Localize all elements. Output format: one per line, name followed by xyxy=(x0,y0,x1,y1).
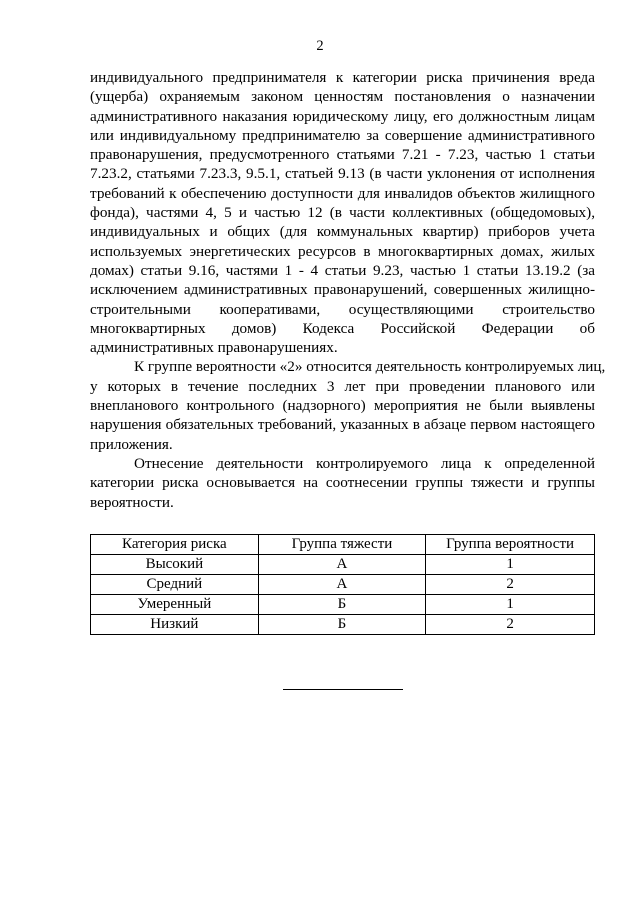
text-line: у которых в течение последних 3 лет при проведении планового или xyxy=(90,377,595,395)
paragraph-category-assignment xyxy=(90,454,595,512)
cell-probability-group: 2 xyxy=(426,575,595,595)
cell-risk-category: Умеренный xyxy=(91,595,259,615)
text-line: внепланового контрольного (надзорного) мероприятия не были выявлены xyxy=(90,397,595,415)
risk-category-table xyxy=(90,534,595,635)
text-line: вероятности. xyxy=(90,493,174,511)
text-line: административных правонарушениях. xyxy=(90,339,338,357)
cell-probability-group: 1 xyxy=(426,595,595,615)
cell-severity-group: Б xyxy=(258,595,425,615)
paragraph-risk-category-criteria xyxy=(90,68,595,357)
text-line: многоквартирных домов) Кодекса Российской Федерации об xyxy=(90,319,595,337)
text-line: исключением административных правонарушений, совершенных жилищно- xyxy=(90,281,595,299)
cell-severity-group: Б xyxy=(258,615,425,635)
text-line: требований к обеспечению доступности для инвалидов объектов жилищного xyxy=(90,184,595,202)
cell-severity-group: А xyxy=(258,575,425,595)
table-header-row xyxy=(91,535,595,555)
table-row xyxy=(91,555,595,575)
paragraph-probability-group-2 xyxy=(90,357,606,453)
text-line: индивидуальных и общих (для коммунальных квартир) приборов учета xyxy=(90,223,595,241)
text-line: Отнесение деятельности контролируемого лица к определенной xyxy=(134,454,595,472)
cell-risk-category: Средний xyxy=(91,575,259,595)
text-line: К группе вероятности «2» относится деятельность контролируемых лиц, xyxy=(134,358,606,376)
text-line: приложения. xyxy=(90,435,173,453)
page-number: 2 xyxy=(316,38,324,54)
table-row xyxy=(91,615,595,635)
text-line: домах) статьи 9.16, частями 1 - 4 статьи 9.23, частью 1 статьи 13.19.2 (за xyxy=(90,261,595,279)
text-line: (ущерба) охраняемым законом ценностям постановления о назначении xyxy=(90,88,595,106)
text-line: 7.23.2, статьями 7.23.3, 9.5.1, статьей 9.13 (в части уклонения от исполнения xyxy=(90,165,595,183)
table-row xyxy=(91,595,595,615)
text-line: нарушения обязательных требований, указанных в абзаце первом настоящего xyxy=(90,416,595,434)
document-body xyxy=(90,68,606,512)
text-line: административного наказания юридическому лицу, его должностным лицам xyxy=(90,107,595,125)
text-line: индивидуального предпринимателя к категории риска причинения вреда xyxy=(90,69,595,86)
cell-probability-group: 1 xyxy=(426,555,595,575)
text-line: строительными кооперативами, осуществляющими строительство xyxy=(90,300,595,318)
text-line: используемых энергетических ресурсов в многоквартирных домах, жилых xyxy=(90,242,595,260)
cell-severity-group: А xyxy=(258,555,425,575)
text-line: правонарушения, предусмотренного статьями 7.21 - 7.23, частью 1 статьи xyxy=(90,146,595,164)
text-line: или индивидуальному предпринимателю за совершение административного xyxy=(90,126,595,144)
text-line: категории риска основывается на соотнесении группы тяжести и группы xyxy=(90,474,595,492)
cell-risk-category: Низкий xyxy=(91,615,259,635)
cell-probability-group: 2 xyxy=(426,615,595,635)
header-probability-group: Группа вероятности xyxy=(426,535,595,555)
header-risk-category: Категория риска xyxy=(91,535,259,555)
cell-risk-category: Высокий xyxy=(91,555,259,575)
end-of-document-rule xyxy=(283,689,403,690)
table-row xyxy=(91,575,595,595)
text-line: фонда), частями 4, 5 и частью 12 (в части коллективных (общедомовых), xyxy=(90,204,595,222)
header-severity-group: Группа тяжести xyxy=(258,535,425,555)
